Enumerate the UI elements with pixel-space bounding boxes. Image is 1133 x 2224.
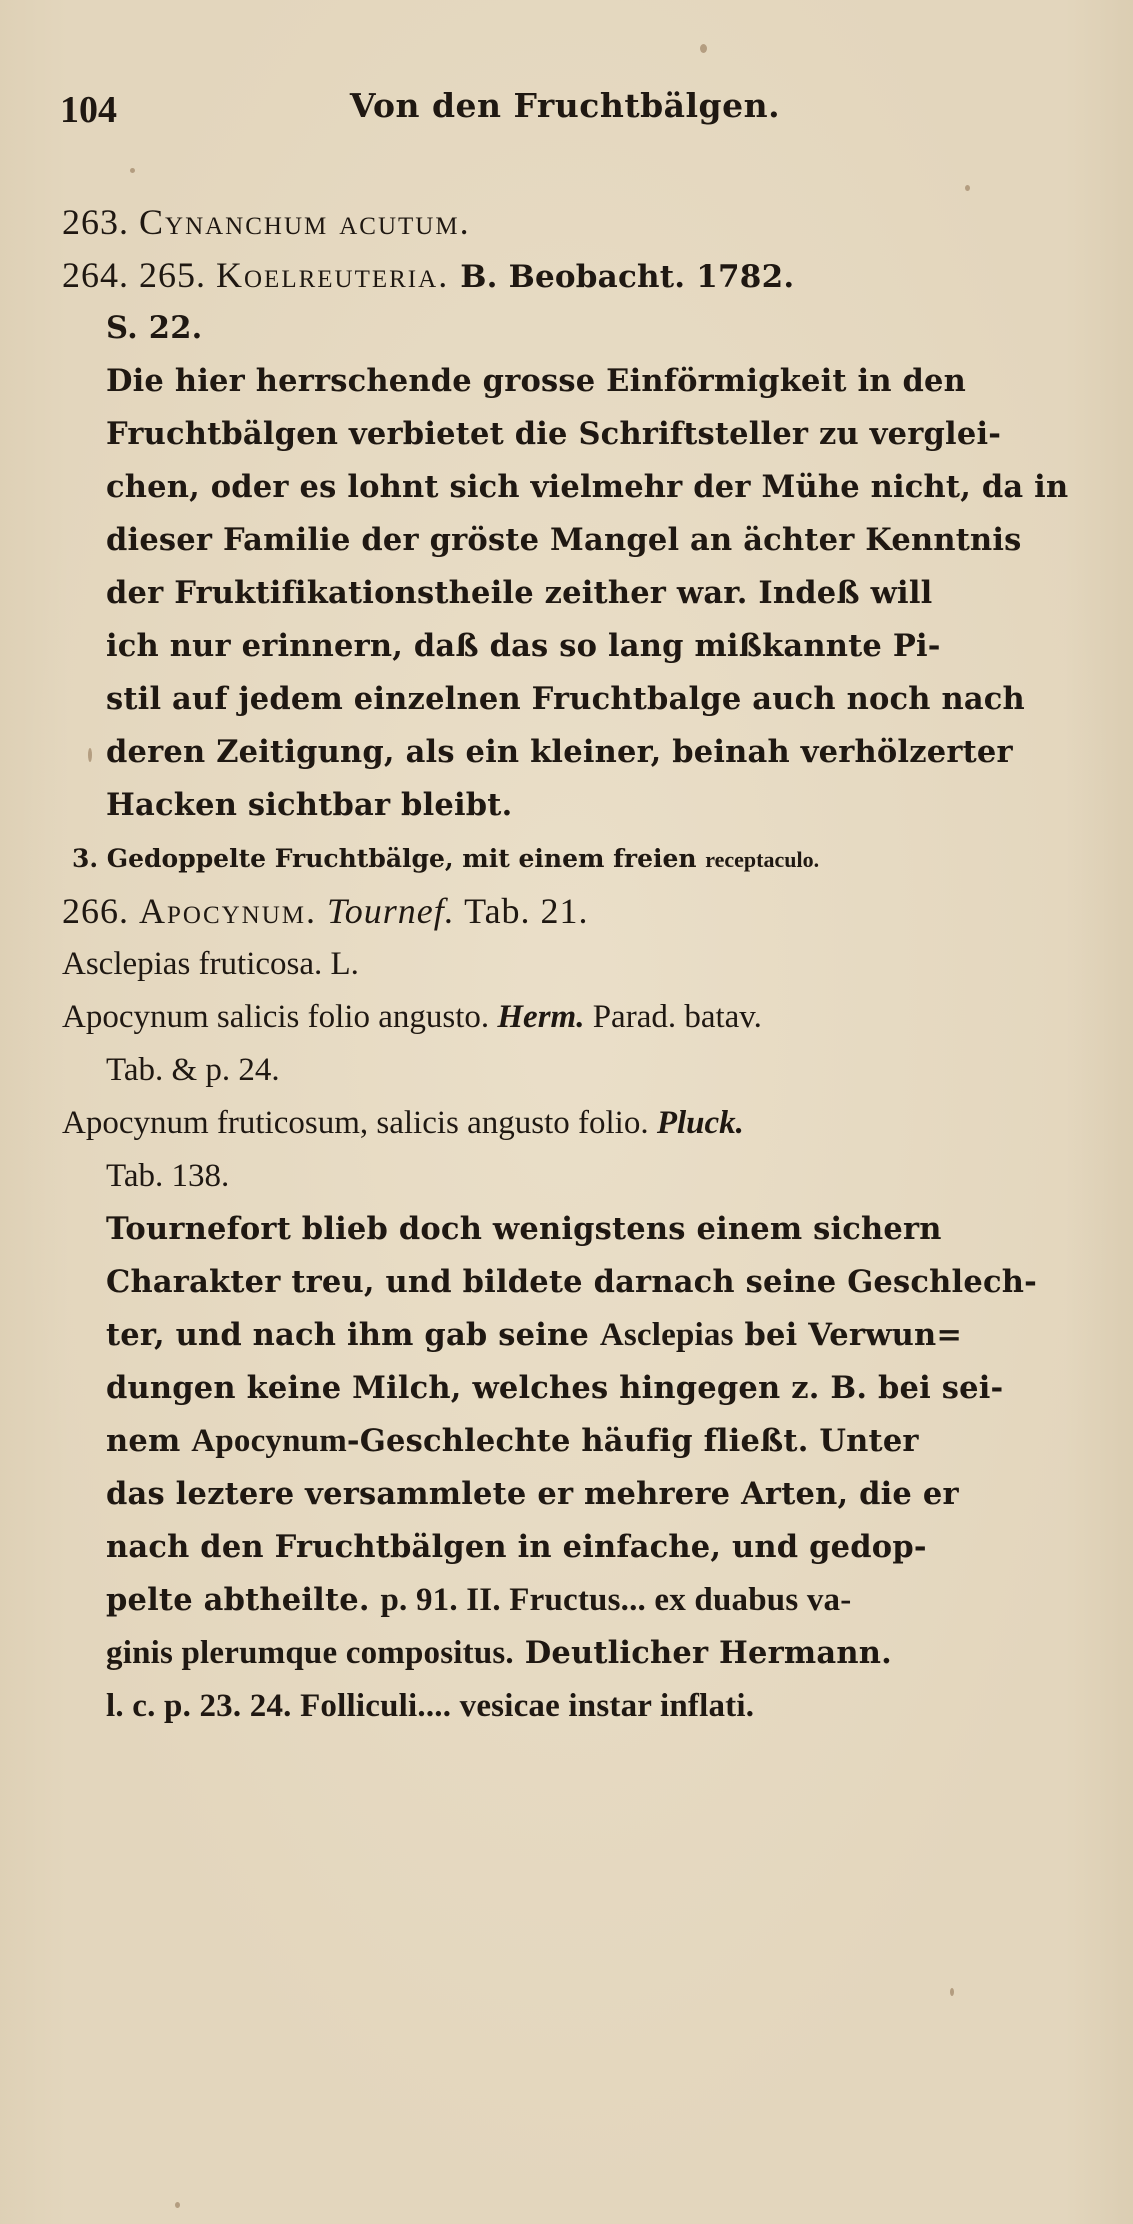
synonym-text: Parad. batav. bbox=[584, 999, 762, 1035]
paragraph-line: Charakter treu, und bildete darnach seine Geschlech- bbox=[106, 1264, 1037, 1300]
latin-run: p. 91. II. Fructus... ex duabus va- bbox=[380, 1582, 852, 1618]
entry-263 bbox=[62, 196, 1082, 249]
synonym-line: Tab. 138. bbox=[106, 1158, 230, 1194]
paragraph-line: deren Zeitigung, als ein kleiner, beinah verhölzerter bbox=[106, 734, 1013, 770]
latin-run: Asclepias bbox=[599, 1317, 734, 1353]
paragraph-line: Fruchtbälgen verbietet die Schriftsteller zu verglei- bbox=[106, 416, 1002, 452]
synonym-line: Tab. & p. 24. bbox=[106, 1052, 280, 1088]
paragraph-line bbox=[62, 1309, 1082, 1362]
page-body bbox=[62, 196, 1082, 1733]
running-title: Von den Fruchtbälgen. bbox=[349, 86, 781, 125]
reference: B. Beobacht. 1782. bbox=[449, 259, 795, 295]
synonym-line: Asclepias fruticosa. L. bbox=[62, 946, 359, 982]
synonym-text: Apocynum fruticosum, salicis angusto folio. bbox=[62, 1105, 657, 1141]
paragraph-line bbox=[62, 1415, 1082, 1468]
text-run: -Geschlechte häufig fließt. Unter bbox=[346, 1423, 919, 1459]
paragraph-line: ich nur erinnern, daß das so lang mißkannte Pi- bbox=[106, 628, 941, 664]
entry-number: 264. 265. bbox=[62, 255, 216, 295]
latin-run: ginis plerumque compositus. bbox=[106, 1635, 514, 1671]
paragraph-line: dungen keine Milch, welches hingegen z. B. bei sei- bbox=[106, 1370, 1004, 1406]
entry-number: 263. bbox=[62, 202, 139, 242]
text-run: pelte abtheilte. bbox=[106, 1582, 381, 1618]
entry-number: 266. bbox=[62, 891, 139, 931]
page-number: 104 bbox=[60, 89, 117, 131]
paragraph-line: stil auf jedem einzelnen Fruchtbalge auch noch nach bbox=[106, 681, 1025, 717]
paper-speck bbox=[700, 44, 707, 53]
paper-speck bbox=[175, 2202, 180, 2208]
synonym-line bbox=[62, 991, 1082, 1044]
note-text: 3. Gedoppelte Fruchtbälge, mit einem freien bbox=[72, 844, 706, 873]
note-latin: receptaculo. bbox=[705, 847, 820, 872]
synonym-author: Herm. bbox=[497, 999, 585, 1035]
latin-run: Apocynum bbox=[191, 1423, 347, 1459]
section-note bbox=[62, 832, 1082, 885]
paragraph-line: Tournefort blieb doch wenigstens einem sichern bbox=[106, 1211, 942, 1247]
paragraph-line: dieser Familie der gröste Mangel an ächter Kenntnis bbox=[106, 522, 1022, 558]
paragraph-line: das leztere versammlete er mehrere Arten, die er bbox=[106, 1476, 959, 1512]
paper-speck bbox=[130, 168, 135, 173]
tab-reference: Tab. 21. bbox=[454, 891, 589, 931]
author: Tournef. bbox=[317, 891, 455, 931]
paragraph-line bbox=[62, 1680, 1082, 1733]
text-run: ter, und nach ihm gab seine bbox=[106, 1317, 600, 1353]
paragraph-line: Die hier herrschende grosse Einförmigkeit in den bbox=[106, 363, 967, 399]
reference-continued: S. 22. bbox=[106, 310, 203, 346]
genus-name: Cynanchum acutum. bbox=[139, 202, 471, 242]
genus-name: Apocynum. bbox=[139, 891, 318, 931]
paper-speck bbox=[965, 185, 970, 191]
entry-264-265 bbox=[62, 249, 1082, 302]
text-run: Deutlicher Hermann. bbox=[513, 1635, 892, 1671]
paragraph-line: chen, oder es lohnt sich vielmehr der Mühe nicht, da in bbox=[106, 469, 1069, 505]
paragraph-line bbox=[62, 1574, 1082, 1627]
entry-266 bbox=[62, 885, 1082, 938]
synonym-line bbox=[62, 1097, 1082, 1150]
paragraph-line: der Fruktifikationstheile zeither war. Indeß will bbox=[106, 575, 933, 611]
synonym-author: Pluck. bbox=[656, 1105, 744, 1141]
synonym-text: Apocynum salicis folio angusto. bbox=[62, 999, 498, 1035]
latin-run: l. c. p. 23. 24. Folliculi.... vesicae instar inflati. bbox=[106, 1688, 755, 1724]
paragraph-line bbox=[62, 1627, 1082, 1680]
paper-speck bbox=[950, 1988, 954, 1996]
paragraph-line: Hacken sichtbar bleibt. bbox=[106, 787, 513, 823]
paragraph-line: nach den Fruchtbälgen in einfache, und gedop- bbox=[106, 1529, 927, 1565]
page-header bbox=[60, 78, 1070, 138]
text-run: nem bbox=[106, 1423, 192, 1459]
text-run: bei Verwun= bbox=[733, 1317, 963, 1353]
genus-name: Koelreuteria. bbox=[216, 255, 450, 295]
